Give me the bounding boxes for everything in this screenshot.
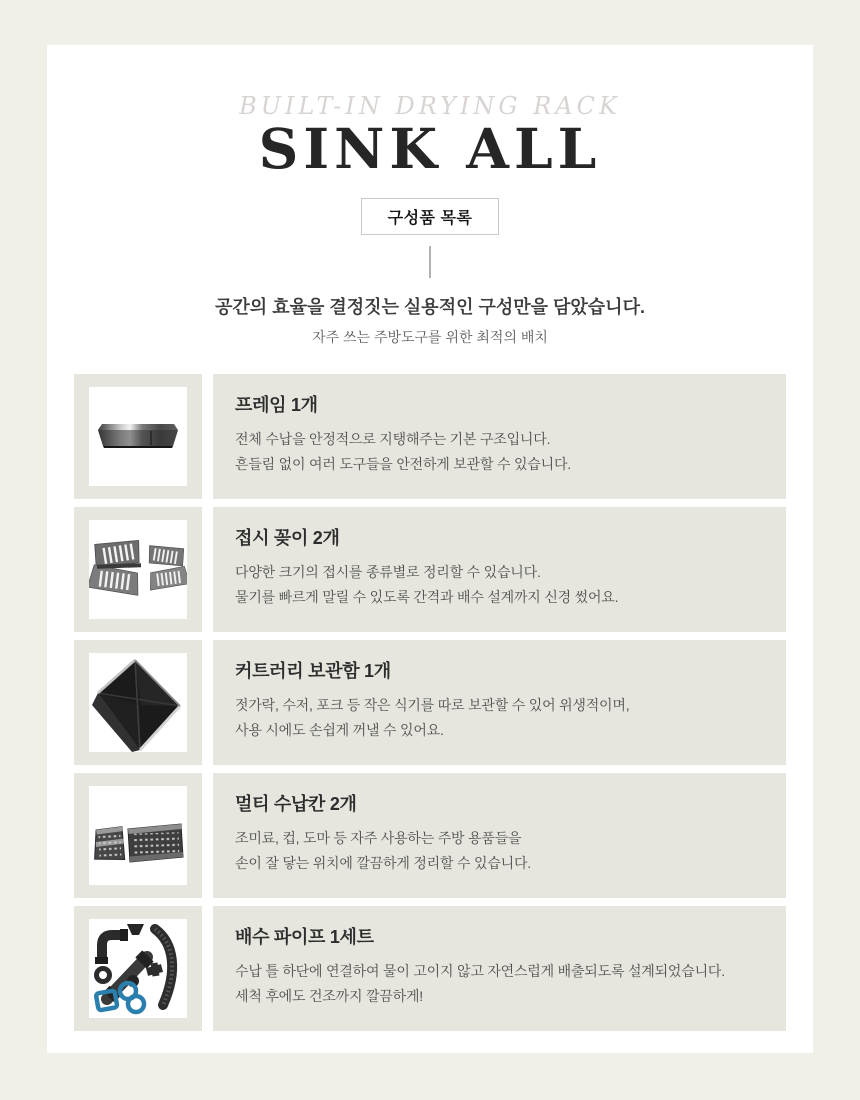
multi-tray-photo <box>89 786 187 885</box>
cutlery-box-photo <box>89 653 187 752</box>
thumbnail-photo-area <box>89 786 187 885</box>
component-desc-box <box>213 640 786 765</box>
component-title: 접시 꽂이 2개 <box>235 528 340 548</box>
header-overline: BUILT-IN DRYING RACK <box>239 92 621 120</box>
brand-title: SINK ALL <box>258 116 602 181</box>
component-row-frame <box>74 374 786 499</box>
component-list <box>74 374 786 1031</box>
component-title: 배수 파이프 1세트 <box>235 927 374 947</box>
component-desc-line: 조미료, 컵, 도마 등 자주 사용하는 주방 용품들을 <box>235 830 522 846</box>
component-title: 커트러리 보관함 1개 <box>235 661 391 681</box>
component-row-cutlery-box <box>74 640 786 765</box>
component-desc-line: 흔들림 없이 여러 도구들을 안전하게 보관할 수 있습니다. <box>235 455 571 472</box>
thumbnail-box <box>74 773 202 898</box>
component-desc-line: 다양한 크기의 접시를 종류별로 정리할 수 있습니다. <box>235 564 541 580</box>
component-title: 멀티 수납칸 2개 <box>235 794 357 814</box>
thumbnail-photo-area <box>89 387 187 486</box>
content-card <box>47 45 813 1053</box>
thumbnail-photo-area <box>89 919 187 1018</box>
frame-photo <box>89 387 187 486</box>
dish-rack-photo <box>89 520 187 619</box>
component-title: 프레임 1개 <box>235 395 318 415</box>
thumbnail-box <box>74 374 202 499</box>
thumbnail-box <box>74 507 202 632</box>
component-row-drain-pipe <box>74 906 786 1031</box>
component-desc-box <box>213 507 786 632</box>
component-desc-line: 손이 잘 닿는 위치에 깔끔하게 정리할 수 있습니다. <box>235 854 531 871</box>
thumbnail-box <box>74 906 202 1031</box>
component-row-dish-rack <box>74 507 786 632</box>
component-desc-line: 젓가락, 수저, 포크 등 작은 식기를 따로 보관할 수 있어 위생적이며, <box>235 697 630 713</box>
drain-pipe-photo <box>89 919 187 1018</box>
component-row-multi-tray <box>74 773 786 898</box>
component-desc-box <box>213 773 786 898</box>
component-desc-line: 물기를 빠르게 말릴 수 있도록 간격과 배수 설계까지 신경 썼어요. <box>235 588 619 605</box>
component-desc-line: 세척 후에도 건조까지 깔끔하게! <box>235 987 423 1004</box>
lead-text: 공간의 효율을 결정짓는 실용적인 구성만을 담았습니다. <box>215 297 645 317</box>
component-desc-line: 수납 틀 하단에 연결하여 물이 고이지 않고 자연스럽게 배출되도록 설계되었습니다. <box>235 963 725 979</box>
component-desc-box <box>213 374 786 499</box>
thumbnail-photo-area <box>89 653 187 752</box>
vertical-divider <box>429 246 431 278</box>
section-badge: 구성품 목록 <box>361 198 500 235</box>
component-desc-line: 전체 수납을 안정적으로 지탱해주는 기본 구조입니다. <box>235 431 551 447</box>
component-desc-box <box>213 906 786 1031</box>
component-desc-line: 사용 시에도 손쉽게 꺼낼 수 있어요. <box>235 721 444 738</box>
thumbnail-photo-area <box>89 520 187 619</box>
sublead-text: 자주 쓰는 주방도구를 위한 최적의 배치 <box>312 329 548 345</box>
thumbnail-box <box>74 640 202 765</box>
